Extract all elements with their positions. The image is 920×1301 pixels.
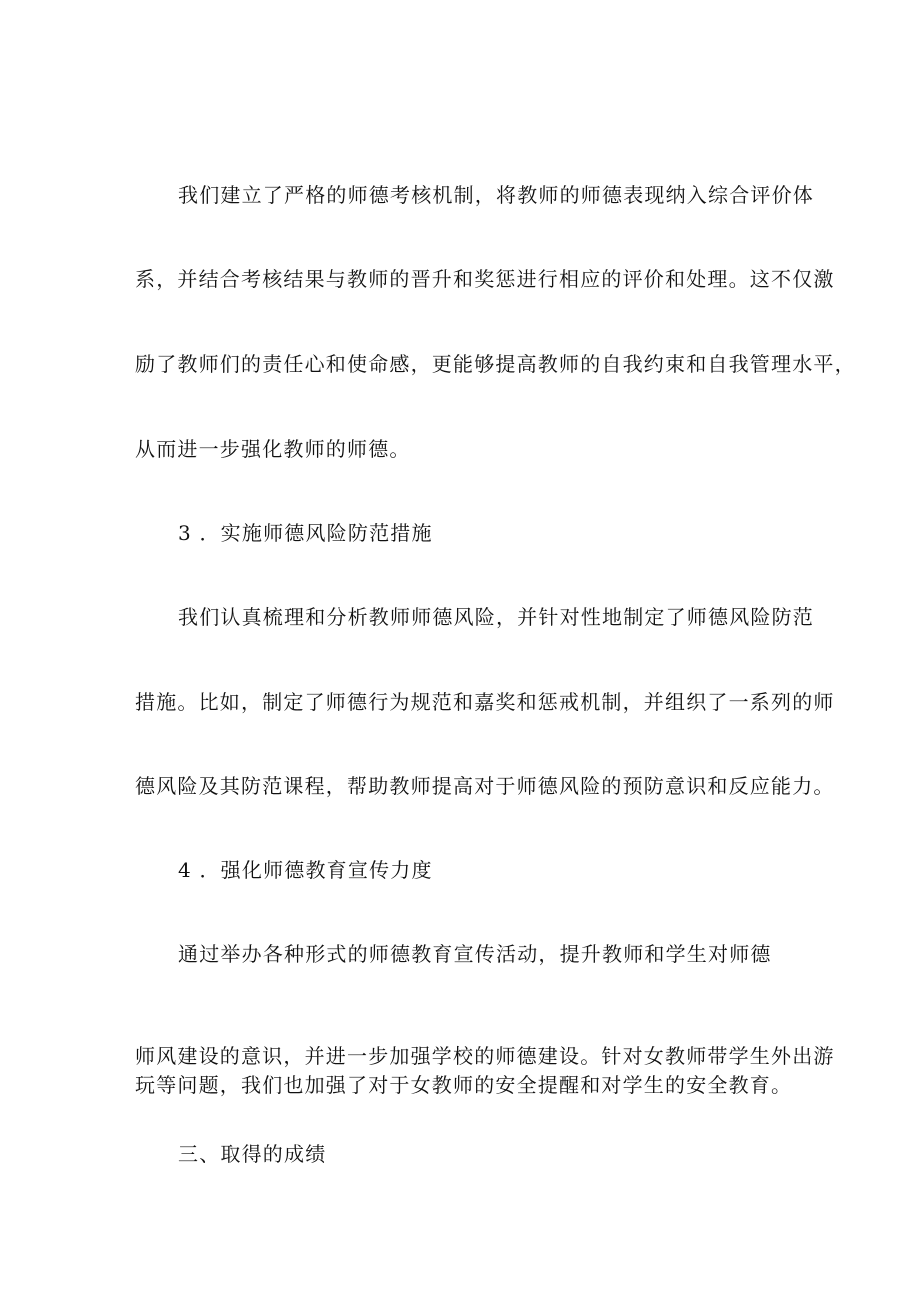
paragraph-line: 师风建设的意识，并进一步加强学校的师德建设。针对女教师带学生外出游: [135, 1044, 835, 1068]
paragraph-line: 我们建立了严格的师德考核机制，将教师的师德表现纳入综合评价体: [178, 183, 814, 207]
paragraph-line: 玩等问题，我们也加强了对于女教师的安全提醒和对学生的安全教育。: [135, 1073, 793, 1097]
paragraph-line: 系，并结合考核结果与教师的晋升和奖惩进行相应的评价和处理。这不仅激: [135, 267, 835, 291]
paragraph-line: 德风险及其防范课程，帮助教师提高对于师德风险的预防意识和反应能力。: [135, 774, 835, 798]
paragraph-line: 励了教师们的责任心和使命感，更能够提高教师的自我约束和自我管理水平，: [135, 352, 856, 376]
section-heading-3: 3 ．实施师德风险防范措施: [178, 521, 433, 545]
chapter-heading: 三、取得的成绩: [178, 1142, 327, 1166]
paragraph-line: 我们认真梳理和分析教师师德风险，并针对性地制定了师德风险防范: [178, 605, 814, 629]
paragraph-line: 从而进一步强化教师的师德。: [135, 437, 411, 461]
paragraph-line: 通过举办各种形式的师德教育宣传活动，提升教师和学生对师德: [178, 942, 772, 966]
section-heading-4: 4 ．强化师德教育宣传力度: [178, 858, 433, 882]
paragraph-line: 措施。比如，制定了师德行为规范和嘉奖和惩戒机制，并组织了一系列的师: [135, 690, 835, 714]
